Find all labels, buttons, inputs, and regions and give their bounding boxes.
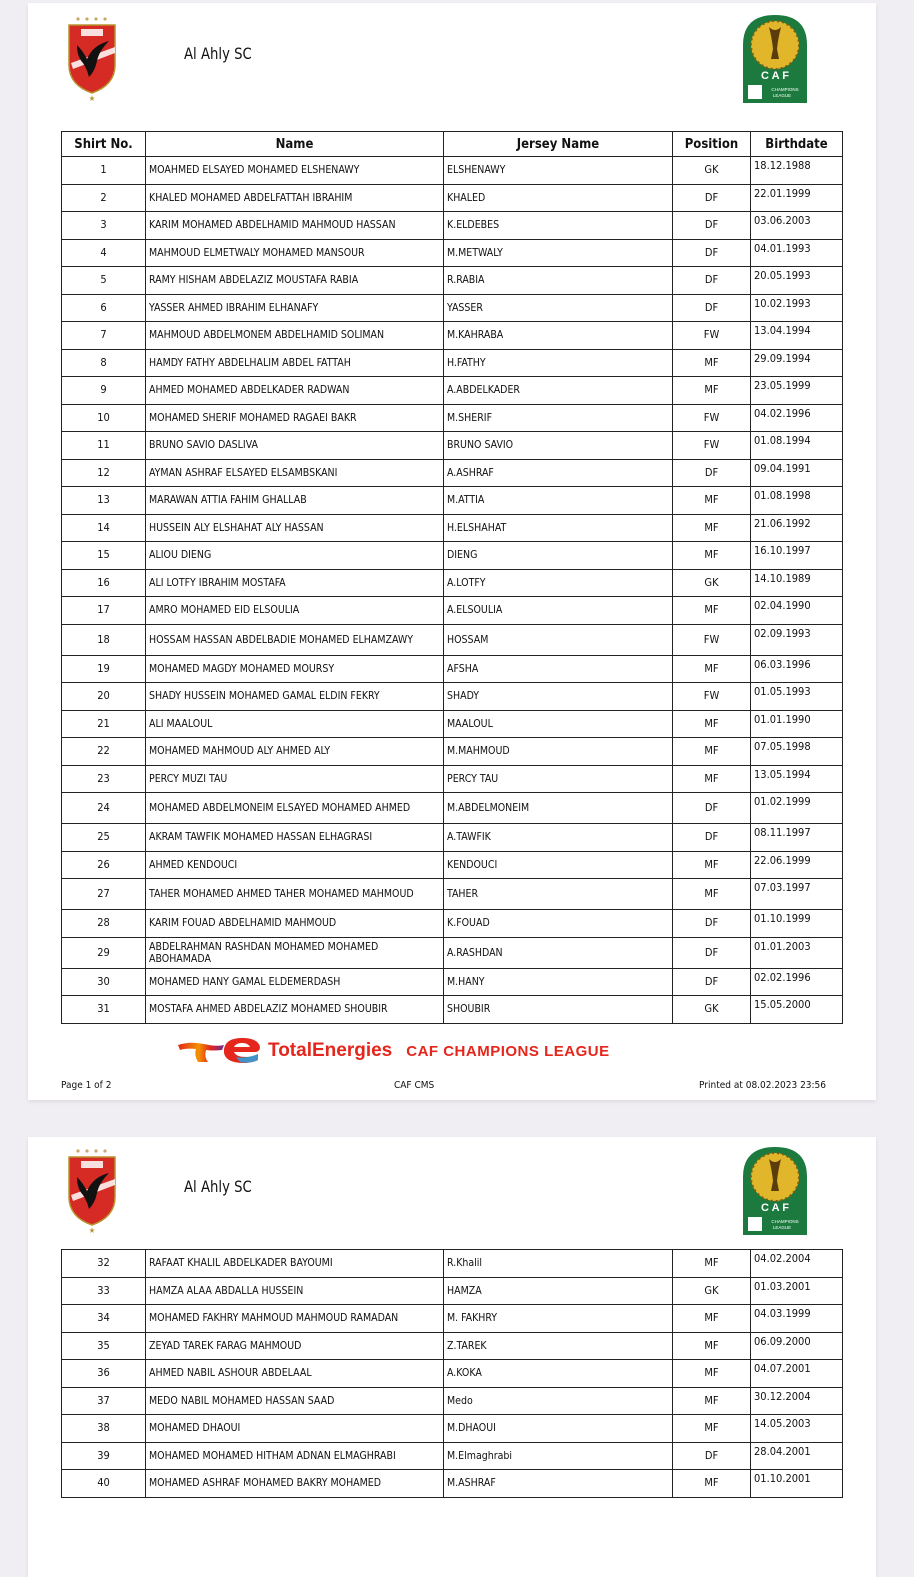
shirt-number-cell: 12 (62, 459, 146, 487)
player-row (62, 655, 843, 683)
position-cell: MF (673, 1415, 751, 1443)
position-cell: GK (673, 569, 751, 597)
position-cell: MF (673, 655, 751, 683)
position-cell: DF (673, 267, 751, 295)
player-row (62, 239, 843, 267)
shirt-number-cell: 32 (62, 1250, 146, 1278)
player-name-cell: MOAHMED ELSAYED MOHAMED ELSHENAWY (146, 157, 444, 185)
jersey-name-cell: K.FOUAD (444, 910, 673, 938)
jersey-name-cell: PERCY TAU (444, 765, 673, 793)
birthdate-cell: 10.02.1993 (751, 294, 843, 322)
player-row (62, 212, 843, 240)
column-header-shirt-no: Shirt No. (62, 132, 146, 157)
position-cell: MF (673, 1360, 751, 1388)
shirt-number-cell: 7 (62, 322, 146, 350)
position-cell: MF (673, 1470, 751, 1498)
player-name-cell: MOHAMED ASHRAF MOHAMED BAKRY MOHAMED (146, 1470, 444, 1498)
birthdate-cell: 01.05.1993 (751, 683, 843, 711)
birthdate-cell: 06.03.1996 (751, 655, 843, 683)
svg-text:CHAMPIONS: CHAMPIONS (771, 87, 799, 92)
shirt-number-cell: 2 (62, 184, 146, 212)
position-cell: MF (673, 765, 751, 793)
birthdate-cell: 04.03.1999 (751, 1305, 843, 1333)
birthdate-cell: 13.04.1994 (751, 322, 843, 350)
al-ahly-crest-icon (65, 15, 123, 103)
player-row (62, 738, 843, 766)
jersey-name-cell: A.ELSOULIA (444, 597, 673, 625)
shirt-number-cell: 16 (62, 569, 146, 597)
player-row (62, 377, 843, 405)
jersey-name-cell: HAMZA (444, 1277, 673, 1305)
position-cell: MF (673, 1387, 751, 1415)
svg-text:C A F: C A F (761, 70, 789, 82)
sponsor-brand-name: TotalEnergies (268, 1040, 393, 1061)
shirt-number-cell: 9 (62, 377, 146, 405)
shirt-number-cell: 15 (62, 542, 146, 570)
team-title: Al Ahly SC (184, 44, 252, 63)
player-row (62, 1250, 843, 1278)
position-cell: MF (673, 514, 751, 542)
player-name-cell: ALI MAALOUL (146, 710, 444, 738)
jersey-name-cell: M.METWALY (444, 239, 673, 267)
jersey-name-cell: M. FAKHRY (444, 1305, 673, 1333)
position-cell: FW (673, 624, 751, 655)
position-cell: MF (673, 1332, 751, 1360)
player-name-cell: KHALED MOHAMED ABDELFATTAH IBRAHIM (146, 184, 444, 212)
svg-text:C A F: C A F (761, 1202, 789, 1214)
shirt-number-cell: 3 (62, 212, 146, 240)
squad-table-page-2 (61, 1249, 843, 1498)
player-name-cell: MOSTAFA AHMED ABDELAZIZ MOHAMED SHOUBIR (146, 996, 444, 1024)
shirt-number-cell: 39 (62, 1442, 146, 1470)
shirt-number-cell: 24 (62, 793, 146, 824)
jersey-name-cell: A.RASHDAN (444, 937, 673, 968)
player-row (62, 294, 843, 322)
position-cell: GK (673, 157, 751, 185)
jersey-name-cell: ELSHENAWY (444, 157, 673, 185)
position-cell: DF (673, 968, 751, 996)
player-name-cell: HAMZA ALAA ABDALLA HUSSEIN (146, 1277, 444, 1305)
player-row (62, 267, 843, 295)
position-cell: FW (673, 322, 751, 350)
jersey-name-cell: MAALOUL (444, 710, 673, 738)
jersey-name-cell: BRUNO SAVIO (444, 432, 673, 460)
birthdate-cell: 23.05.1999 (751, 377, 843, 405)
player-row (62, 996, 843, 1024)
totalenergies-logo-icon (176, 1035, 264, 1067)
jersey-name-cell: DIENG (444, 542, 673, 570)
player-row (62, 879, 843, 910)
position-cell: MF (673, 738, 751, 766)
player-name-cell: MOHAMED MAHMOUD ALY AHMED ALY (146, 738, 444, 766)
jersey-name-cell: TAHER (444, 879, 673, 910)
printed-timestamp: Printed at 08.02.2023 23:56 (699, 1080, 826, 1091)
position-cell: MF (673, 851, 751, 879)
birthdate-cell: 18.12.1988 (751, 157, 843, 185)
footer-system-name: CAF CMS (394, 1080, 435, 1091)
position-cell: MF (673, 710, 751, 738)
jersey-name-cell: M.SHERIF (444, 404, 673, 432)
player-name-cell: MOHAMED MAGDY MOHAMED MOURSY (146, 655, 444, 683)
jersey-name-cell: M.HANY (444, 968, 673, 996)
column-header-position: Position (673, 132, 751, 157)
squad-table-page-1 (61, 131, 843, 1024)
jersey-name-cell: A.ASHRAF (444, 459, 673, 487)
position-cell: DF (673, 184, 751, 212)
jersey-name-cell: H.FATHY (444, 349, 673, 377)
birthdate-cell: 30.12.2004 (751, 1387, 843, 1415)
al-ahly-crest-icon (65, 1147, 123, 1235)
shirt-number-cell: 25 (62, 824, 146, 852)
player-name-cell: ABDELRAHMAN RASHDAN MOHAMED MOHAMED ABOHAMADA (146, 937, 444, 968)
shirt-number-cell: 31 (62, 996, 146, 1024)
player-name-cell: AHMED MOHAMED ABDELKADER RADWAN (146, 377, 444, 405)
player-row (62, 404, 843, 432)
player-name-cell: AYMAN ASHRAF ELSAYED ELSAMBSKANI (146, 459, 444, 487)
jersey-name-cell: M.ATTIA (444, 487, 673, 515)
player-row (62, 851, 843, 879)
player-name-cell: RAFAAT KHALIL ABDELKADER BAYOUMI (146, 1250, 444, 1278)
player-name-cell: MARAWAN ATTIA FAHIM GHALLAB (146, 487, 444, 515)
player-name-cell: MAHMOUD ABDELMONEM ABDELHAMID SOLIMAN (146, 322, 444, 350)
player-row (62, 968, 843, 996)
birthdate-cell: 08.11.1997 (751, 824, 843, 852)
jersey-name-cell: KHALED (444, 184, 673, 212)
position-cell: MF (673, 377, 751, 405)
player-name-cell: MOHAMED MOHAMED HITHAM ADNAN ELMAGHRABI (146, 1442, 444, 1470)
player-row (62, 597, 843, 625)
position-cell: FW (673, 683, 751, 711)
player-row (62, 624, 843, 655)
player-row (62, 432, 843, 460)
player-row (62, 459, 843, 487)
jersey-name-cell: A.TAWFIK (444, 824, 673, 852)
jersey-name-cell: M.ASHRAF (444, 1470, 673, 1498)
position-cell: MF (673, 1250, 751, 1278)
position-cell: GK (673, 996, 751, 1024)
jersey-name-cell: M.DHAOUI (444, 1415, 673, 1443)
jersey-name-cell: A.LOTFY (444, 569, 673, 597)
birthdate-cell: 07.03.1997 (751, 879, 843, 910)
shirt-number-cell: 21 (62, 710, 146, 738)
player-row (62, 349, 843, 377)
shirt-number-cell: 4 (62, 239, 146, 267)
position-cell: DF (673, 1442, 751, 1470)
shirt-number-cell: 38 (62, 1415, 146, 1443)
birthdate-cell: 21.06.1992 (751, 514, 843, 542)
position-cell: MF (673, 879, 751, 910)
birthdate-cell: 01.01.1990 (751, 710, 843, 738)
player-name-cell: MAHMOUD ELMETWALY MOHAMED MANSOUR (146, 239, 444, 267)
player-row (62, 1277, 843, 1305)
shirt-number-cell: 1 (62, 157, 146, 185)
jersey-name-cell: M.KAHRABA (444, 322, 673, 350)
shirt-number-cell: 11 (62, 432, 146, 460)
position-cell: MF (673, 542, 751, 570)
position-cell: MF (673, 597, 751, 625)
player-name-cell: MOHAMED FAKHRY MAHMOUD MAHMOUD RAMADAN (146, 1305, 444, 1333)
player-name-cell: PERCY MUZI TAU (146, 765, 444, 793)
shirt-number-cell: 34 (62, 1305, 146, 1333)
player-row (62, 910, 843, 938)
position-cell: MF (673, 349, 751, 377)
birthdate-cell: 16.10.1997 (751, 542, 843, 570)
birthdate-cell: 06.09.2000 (751, 1332, 843, 1360)
birthdate-cell: 04.02.2004 (751, 1250, 843, 1278)
position-cell: DF (673, 239, 751, 267)
svg-text:LEAGUE: LEAGUE (772, 93, 792, 98)
player-row (62, 542, 843, 570)
player-row (62, 487, 843, 515)
player-name-cell: TAHER MOHAMED AHMED TAHER MOHAMED MAHMOUD (146, 879, 444, 910)
shirt-number-cell: 28 (62, 910, 146, 938)
player-name-cell: AHMED NABIL ASHOUR ABDELAAL (146, 1360, 444, 1388)
jersey-name-cell: HOSSAM (444, 624, 673, 655)
shirt-number-cell: 8 (62, 349, 146, 377)
position-cell: DF (673, 910, 751, 938)
birthdate-cell: 07.05.1998 (751, 738, 843, 766)
position-cell: DF (673, 824, 751, 852)
birthdate-cell: 20.05.1993 (751, 267, 843, 295)
jersey-name-cell: A.ABDELKADER (444, 377, 673, 405)
birthdate-cell: 28.04.2001 (751, 1442, 843, 1470)
shirt-number-cell: 36 (62, 1360, 146, 1388)
player-row (62, 1305, 843, 1333)
jersey-name-cell: SHADY (444, 683, 673, 711)
jersey-name-cell: AFSHA (444, 655, 673, 683)
player-name-cell: ALIOU DIENG (146, 542, 444, 570)
player-row (62, 824, 843, 852)
shirt-number-cell: 35 (62, 1332, 146, 1360)
birthdate-cell: 15.05.2000 (751, 996, 843, 1024)
jersey-name-cell: KENDOUCI (444, 851, 673, 879)
player-row (62, 765, 843, 793)
birthdate-cell: 22.01.1999 (751, 184, 843, 212)
player-name-cell: MEDO NABIL MOHAMED HASSAN SAAD (146, 1387, 444, 1415)
position-cell: MF (673, 487, 751, 515)
jersey-name-cell: Medo (444, 1387, 673, 1415)
player-row (62, 683, 843, 711)
position-cell: DF (673, 294, 751, 322)
caf-champions-league-logo-icon (740, 13, 810, 105)
birthdate-cell: 13.05.1994 (751, 765, 843, 793)
jersey-name-cell: M.ABDELMONEIM (444, 793, 673, 824)
birthdate-cell: 01.01.2003 (751, 937, 843, 968)
position-cell: FW (673, 432, 751, 460)
player-name-cell: MOHAMED HANY GAMAL ELDEMERDASH (146, 968, 444, 996)
shirt-number-cell: 26 (62, 851, 146, 879)
column-header-jersey-name: Jersey Name (444, 132, 673, 157)
jersey-name-cell: M.Elmaghrabi (444, 1442, 673, 1470)
player-name-cell: MOHAMED DHAOUI (146, 1415, 444, 1443)
competition-name: CAF CHAMPIONS LEAGUE (406, 1042, 610, 1060)
page-number: Page 1 of 2 (61, 1080, 112, 1091)
player-row (62, 184, 843, 212)
birthdate-cell: 01.02.1999 (751, 793, 843, 824)
shirt-number-cell: 37 (62, 1387, 146, 1415)
shirt-number-cell: 10 (62, 404, 146, 432)
player-name-cell: YASSER AHMED IBRAHIM ELHANAFY (146, 294, 444, 322)
birthdate-cell: 04.07.2001 (751, 1360, 843, 1388)
sponsor-banner (176, 1036, 610, 1066)
shirt-number-cell: 17 (62, 597, 146, 625)
birthdate-cell: 03.06.2003 (751, 212, 843, 240)
birthdate-cell: 01.10.1999 (751, 910, 843, 938)
player-name-cell: AHMED KENDOUCI (146, 851, 444, 879)
position-cell: DF (673, 793, 751, 824)
shirt-number-cell: 22 (62, 738, 146, 766)
shirt-number-cell: 33 (62, 1277, 146, 1305)
jersey-name-cell: A.KOKA (444, 1360, 673, 1388)
jersey-name-cell: K.ELDEBES (444, 212, 673, 240)
player-name-cell: KARIM FOUAD ABDELHAMID MAHMOUD (146, 910, 444, 938)
birthdate-cell: 02.09.1993 (751, 624, 843, 655)
player-row (62, 1360, 843, 1388)
birthdate-cell: 29.09.1994 (751, 349, 843, 377)
birthdate-cell: 01.08.1994 (751, 432, 843, 460)
document-page-1 (28, 3, 876, 1100)
player-name-cell: HOSSAM HASSAN ABDELBADIE MOHAMED ELHAMZAWY (146, 624, 444, 655)
position-cell: DF (673, 937, 751, 968)
player-row (62, 569, 843, 597)
position-cell: GK (673, 1277, 751, 1305)
jersey-name-cell: R.Khalil (444, 1250, 673, 1278)
player-name-cell: BRUNO SAVIO DASLIVA (146, 432, 444, 460)
birthdate-cell: 14.05.2003 (751, 1415, 843, 1443)
birthdate-cell: 04.02.1996 (751, 404, 843, 432)
player-row (62, 157, 843, 185)
position-cell: FW (673, 404, 751, 432)
player-name-cell: AMRO MOHAMED EID ELSOULIA (146, 597, 444, 625)
jersey-name-cell: Z.TAREK (444, 1332, 673, 1360)
table-header-row (62, 132, 843, 157)
player-row (62, 793, 843, 824)
birthdate-cell: 09.04.1991 (751, 459, 843, 487)
player-name-cell: RAMY HISHAM ABDELAZIZ MOUSTAFA RABIA (146, 267, 444, 295)
position-cell: DF (673, 212, 751, 240)
birthdate-cell: 04.01.1993 (751, 239, 843, 267)
svg-text:LEAGUE: LEAGUE (772, 1225, 792, 1230)
column-header-name: Name (146, 132, 444, 157)
jersey-name-cell: YASSER (444, 294, 673, 322)
player-name-cell: HUSSEIN ALY ELSHAHAT ALY HASSAN (146, 514, 444, 542)
player-name-cell: AKRAM TAWFIK MOHAMED HASSAN ELHAGRASI (146, 824, 444, 852)
shirt-number-cell: 20 (62, 683, 146, 711)
player-name-cell: SHADY HUSSEIN MOHAMED GAMAL ELDIN FEKRY (146, 683, 444, 711)
position-cell: MF (673, 1305, 751, 1333)
jersey-name-cell: SHOUBIR (444, 996, 673, 1024)
birthdate-cell: 02.04.1990 (751, 597, 843, 625)
shirt-number-cell: 19 (62, 655, 146, 683)
birthdate-cell: 01.10.2001 (751, 1470, 843, 1498)
svg-text:★: ★ (88, 1226, 96, 1235)
shirt-number-cell: 23 (62, 765, 146, 793)
player-row (62, 1470, 843, 1498)
birthdate-cell: 02.02.1996 (751, 968, 843, 996)
shirt-number-cell: 27 (62, 879, 146, 910)
document-page-2 (28, 1137, 876, 1577)
player-row (62, 1415, 843, 1443)
player-name-cell: HAMDY FATHY ABDELHALIM ABDEL FATTAH (146, 349, 444, 377)
birthdate-cell: 01.08.1998 (751, 487, 843, 515)
column-header-birthdate: Birthdate (751, 132, 843, 157)
shirt-number-cell: 30 (62, 968, 146, 996)
player-row (62, 514, 843, 542)
player-name-cell: ZEYAD TAREK FARAG MAHMOUD (146, 1332, 444, 1360)
position-cell: DF (673, 459, 751, 487)
shirt-number-cell: 13 (62, 487, 146, 515)
player-row (62, 710, 843, 738)
svg-text:★: ★ (88, 94, 96, 103)
jersey-name-cell: R.RABIA (444, 267, 673, 295)
shirt-number-cell: 18 (62, 624, 146, 655)
birthdate-cell: 14.10.1989 (751, 569, 843, 597)
player-name-cell: MOHAMED ABDELMONEIM ELSAYED MOHAMED AHMED (146, 793, 444, 824)
player-row (62, 1387, 843, 1415)
player-row (62, 937, 843, 968)
birthdate-cell: 22.06.1999 (751, 851, 843, 879)
shirt-number-cell: 6 (62, 294, 146, 322)
svg-text:CHAMPIONS: CHAMPIONS (771, 1219, 799, 1224)
player-name-cell: ALI LOTFY IBRAHIM MOSTAFA (146, 569, 444, 597)
shirt-number-cell: 29 (62, 937, 146, 968)
player-row (62, 1442, 843, 1470)
jersey-name-cell: M.MAHMOUD (444, 738, 673, 766)
player-row (62, 322, 843, 350)
team-title: Al Ahly SC (184, 1177, 252, 1196)
shirt-number-cell: 5 (62, 267, 146, 295)
player-name-cell: KARIM MOHAMED ABDELHAMID MAHMOUD HASSAN (146, 212, 444, 240)
caf-champions-league-logo-icon (740, 1145, 810, 1237)
player-row (62, 1332, 843, 1360)
birthdate-cell: 01.03.2001 (751, 1277, 843, 1305)
shirt-number-cell: 14 (62, 514, 146, 542)
shirt-number-cell: 40 (62, 1470, 146, 1498)
jersey-name-cell: H.ELSHAHAT (444, 514, 673, 542)
player-name-cell: MOHAMED SHERIF MOHAMED RAGAEI BAKR (146, 404, 444, 432)
